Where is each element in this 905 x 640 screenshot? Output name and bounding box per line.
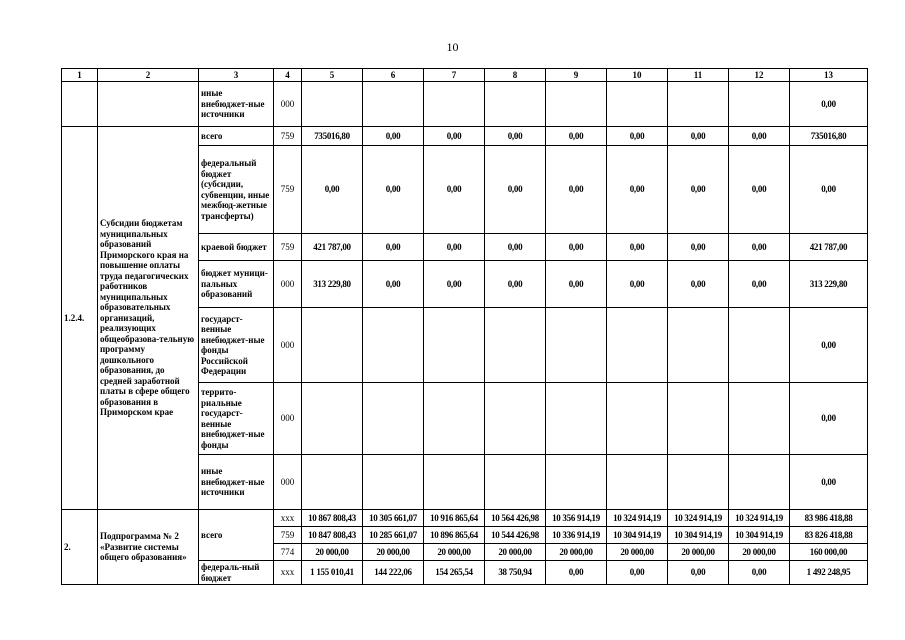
- col-header: 12: [729, 69, 790, 82]
- value-cell: [729, 455, 790, 510]
- value-cell: 313 229,80: [302, 261, 363, 308]
- source-cell: федеральный бюджет (субсидии, субвенции, иные межбюд-жетные трансферты): [199, 146, 274, 234]
- value-cell: 10 324 914,19: [607, 510, 668, 527]
- total-cell: 1 492 248,95: [790, 561, 868, 585]
- value-cell: [424, 455, 485, 510]
- code-cell: 759: [274, 234, 302, 261]
- col-header: 13: [790, 69, 868, 82]
- value-cell: 20 000,00: [668, 544, 729, 561]
- name-cell: [98, 82, 199, 127]
- value-cell: [363, 383, 424, 455]
- value-cell: [424, 308, 485, 383]
- value-cell: 0,00: [668, 127, 729, 146]
- value-cell: 0,00: [546, 561, 607, 585]
- value-cell: 10 564 426,98: [485, 510, 546, 527]
- source-cell: иные внебюджет-ные источники: [199, 82, 274, 127]
- value-cell: 10 896 865,64: [424, 527, 485, 544]
- source-cell: террито-риальные государст-венные внебюджет-ные фонды: [199, 383, 274, 455]
- value-cell: [729, 82, 790, 127]
- value-cell: 154 265,54: [424, 561, 485, 585]
- value-cell: 0,00: [607, 261, 668, 308]
- value-cell: 0,00: [546, 146, 607, 234]
- value-cell: 0,00: [607, 234, 668, 261]
- value-cell: [302, 455, 363, 510]
- value-cell: 0,00: [485, 261, 546, 308]
- value-cell: 10 916 865,64: [424, 510, 485, 527]
- value-cell: [668, 308, 729, 383]
- value-cell: [607, 455, 668, 510]
- col-header: 4: [274, 69, 302, 82]
- value-cell: [546, 383, 607, 455]
- value-cell: 20 000,00: [729, 544, 790, 561]
- value-cell: [729, 308, 790, 383]
- value-cell: [485, 82, 546, 127]
- value-cell: 0,00: [729, 146, 790, 234]
- code-cell: 000: [274, 82, 302, 127]
- value-cell: 0,00: [668, 146, 729, 234]
- table-row: [62, 510, 868, 527]
- value-cell: 38 750,94: [485, 561, 546, 585]
- code-cell: 759: [274, 527, 302, 544]
- value-cell: 0,00: [485, 234, 546, 261]
- value-cell: 20 000,00: [424, 544, 485, 561]
- value-cell: 0,00: [668, 261, 729, 308]
- index-cell: 1.2.4.: [62, 127, 98, 510]
- value-cell: [302, 82, 363, 127]
- total-cell: 421 787,00: [790, 234, 868, 261]
- value-cell: 0,00: [363, 261, 424, 308]
- header-row: [62, 69, 868, 82]
- value-cell: 20 000,00: [546, 544, 607, 561]
- total-cell: 735016,80: [790, 127, 868, 146]
- value-cell: [424, 82, 485, 127]
- code-cell: 000: [274, 261, 302, 308]
- col-header: 3: [199, 69, 274, 82]
- total-cell: 0,00: [790, 82, 868, 127]
- value-cell: 0,00: [302, 146, 363, 234]
- value-cell: 10 544 426,98: [485, 527, 546, 544]
- total-cell: 83 826 418,88: [790, 527, 868, 544]
- source-cell: федераль-ный бюджет: [199, 561, 274, 585]
- value-cell: 10 336 914,19: [546, 527, 607, 544]
- name-cell: Субсидии бюджетам муниципальных образований Приморского края на повышение оплаты труда педагогических работников муниципальных образовательных организаций, реализующих общеобразова-тельную программу дошкольного образования, до средней заработной платы в сфере общего образования в Приморском крае: [98, 127, 199, 510]
- value-cell: 0,00: [729, 561, 790, 585]
- total-cell: 0,00: [790, 455, 868, 510]
- value-cell: 20 000,00: [302, 544, 363, 561]
- source-cell: всего: [199, 510, 274, 561]
- value-cell: [363, 308, 424, 383]
- code-cell: 000: [274, 383, 302, 455]
- code-cell: 759: [274, 146, 302, 234]
- value-cell: [668, 383, 729, 455]
- value-cell: [363, 82, 424, 127]
- value-cell: 10 304 914,19: [607, 527, 668, 544]
- source-cell: всего: [199, 127, 274, 146]
- code-cell: 759: [274, 127, 302, 146]
- value-cell: 421 787,00: [302, 234, 363, 261]
- value-cell: 0,00: [729, 234, 790, 261]
- value-cell: [302, 383, 363, 455]
- value-cell: 0,00: [363, 146, 424, 234]
- value-cell: 10 304 914,19: [668, 527, 729, 544]
- value-cell: 10 324 914,19: [668, 510, 729, 527]
- value-cell: 0,00: [424, 146, 485, 234]
- total-cell: 0,00: [790, 146, 868, 234]
- value-cell: [424, 383, 485, 455]
- name-cell: Подпрограмма № 2 «Развитие системы общего образования»: [98, 510, 199, 585]
- value-cell: [607, 383, 668, 455]
- col-header: 2: [98, 69, 199, 82]
- value-cell: 10 324 914,19: [729, 510, 790, 527]
- code-cell: 774: [274, 544, 302, 561]
- value-cell: 10 847 808,43: [302, 527, 363, 544]
- value-cell: [668, 82, 729, 127]
- code-cell: ххх: [274, 510, 302, 527]
- col-header: 8: [485, 69, 546, 82]
- col-header: 10: [607, 69, 668, 82]
- value-cell: 10 867 808,43: [302, 510, 363, 527]
- col-header: 7: [424, 69, 485, 82]
- code-cell: 000: [274, 308, 302, 383]
- value-cell: 0,00: [668, 561, 729, 585]
- code-cell: 000: [274, 455, 302, 510]
- value-cell: [668, 455, 729, 510]
- code-cell: ххх: [274, 561, 302, 585]
- value-cell: 0,00: [485, 146, 546, 234]
- total-cell: 83 986 418,88: [790, 510, 868, 527]
- value-cell: 0,00: [424, 234, 485, 261]
- col-header: 1: [62, 69, 98, 82]
- index-cell: [62, 82, 98, 127]
- value-cell: 0,00: [424, 261, 485, 308]
- value-cell: 0,00: [607, 561, 668, 585]
- total-cell: 0,00: [790, 383, 868, 455]
- total-cell: 160 000,00: [790, 544, 868, 561]
- total-cell: 313 229,80: [790, 261, 868, 308]
- value-cell: 0,00: [607, 127, 668, 146]
- page-number: 10: [446, 40, 459, 54]
- value-cell: 0,00: [607, 146, 668, 234]
- value-cell: 0,00: [363, 127, 424, 146]
- value-cell: 10 304 914,19: [729, 527, 790, 544]
- value-cell: 10 305 661,07: [363, 510, 424, 527]
- source-cell: государст-венные внебюджет-ные фонды Российской Федерации: [199, 308, 274, 383]
- value-cell: [546, 82, 607, 127]
- value-cell: 735016,80: [302, 127, 363, 146]
- total-cell: 0,00: [790, 308, 868, 383]
- value-cell: [546, 455, 607, 510]
- value-cell: [485, 308, 546, 383]
- value-cell: 0,00: [546, 127, 607, 146]
- value-cell: 10 356 914,19: [546, 510, 607, 527]
- value-cell: 144 222,06: [363, 561, 424, 585]
- value-cell: [485, 455, 546, 510]
- value-cell: 0,00: [729, 127, 790, 146]
- col-header: 6: [363, 69, 424, 82]
- value-cell: [546, 308, 607, 383]
- value-cell: [729, 383, 790, 455]
- value-cell: 0,00: [668, 234, 729, 261]
- value-cell: 0,00: [424, 127, 485, 146]
- table-row: [62, 82, 868, 127]
- value-cell: 0,00: [546, 234, 607, 261]
- col-header: 9: [546, 69, 607, 82]
- col-header: 11: [668, 69, 729, 82]
- source-cell: бюджет муници-пальных образований: [199, 261, 274, 308]
- value-cell: [363, 455, 424, 510]
- value-cell: 0,00: [546, 261, 607, 308]
- source-cell: краевой бюджет: [199, 234, 274, 261]
- source-cell: иные внебюджет-ные источники: [199, 455, 274, 510]
- value-cell: 0,00: [363, 234, 424, 261]
- value-cell: 20 000,00: [363, 544, 424, 561]
- value-cell: [485, 383, 546, 455]
- value-cell: [607, 82, 668, 127]
- value-cell: 0,00: [729, 261, 790, 308]
- col-header: 5: [302, 69, 363, 82]
- value-cell: 1 155 010,41: [302, 561, 363, 585]
- value-cell: [607, 308, 668, 383]
- value-cell: [302, 308, 363, 383]
- value-cell: 10 285 661,07: [363, 527, 424, 544]
- budget-table: [61, 68, 868, 585]
- value-cell: 0,00: [485, 127, 546, 146]
- table-row: [62, 127, 868, 146]
- value-cell: 20 000,00: [607, 544, 668, 561]
- value-cell: 20 000,00: [485, 544, 546, 561]
- index-cell: 2.: [62, 510, 98, 585]
